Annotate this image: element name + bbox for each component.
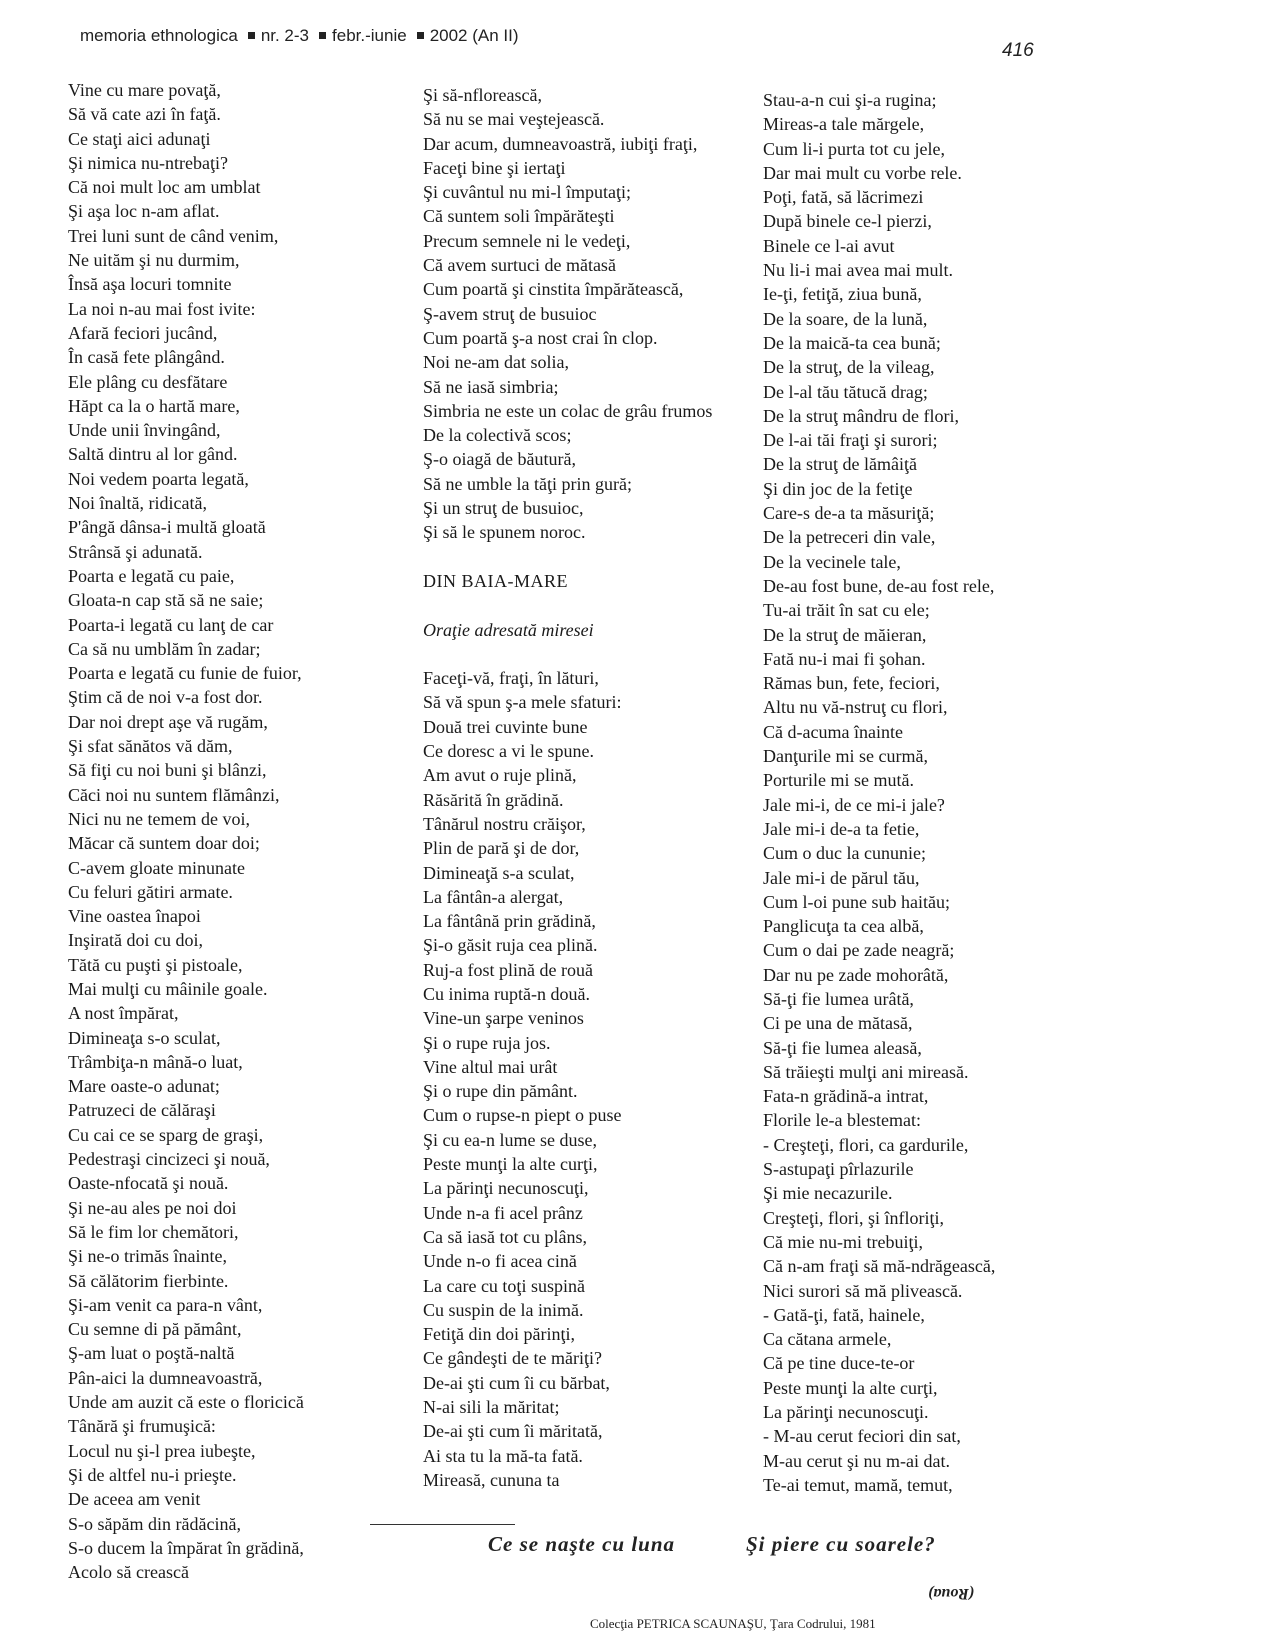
- verse-line: De-au fost bune, de-au fost rele,: [763, 575, 995, 596]
- verse-line: Ele plâng cu desfătare: [68, 371, 228, 392]
- verse-line: Poarta-i legată cu lanţ de car: [68, 614, 274, 635]
- column-2-verses-part-1: [423, 83, 712, 545]
- verse-line: A nost împărat,: [68, 1003, 179, 1024]
- verse-line: Ci pe una de mătasă,: [763, 1013, 913, 1034]
- verse-line: Şi să le spunem noroc.: [423, 522, 586, 543]
- verse-line: S-astupaţi pîrlazurile: [763, 1159, 914, 1180]
- verse-line: Unde am auzit că este o floricică: [68, 1392, 304, 1413]
- verse-line: De aceea am venit: [68, 1489, 201, 1510]
- verse-line: Creşteţi, flori, şi înfloriţi,: [763, 1207, 944, 1228]
- verse-line: Şi să-nflorească,: [423, 85, 542, 105]
- verse-line: Afară feciori jucând,: [68, 322, 218, 343]
- verse-line: Să-ţi fie lumea aleasă,: [763, 1037, 922, 1058]
- verse-line: Şi-am venit ca para-n vânt,: [68, 1294, 263, 1315]
- verse-line: Care-s de-a ta măsuriţă;: [763, 503, 935, 524]
- verse-line: Pân-aici la dumneavoastră,: [68, 1367, 263, 1388]
- verse-line: Să fiţi cu noi buni şi blânzi,: [68, 760, 267, 781]
- verse-line: Acolo să crească: [68, 1562, 189, 1583]
- verse-line: La fântână prin grădină,: [423, 911, 596, 932]
- verse-line: Oaste-nfocată şi nouă.: [68, 1173, 229, 1194]
- verse-line: De la colectivă scos;: [423, 425, 572, 446]
- verse-line: Să nu se mai veştejească.: [423, 109, 605, 130]
- verse-line: Şi nimica nu-ntrebaţi?: [68, 152, 228, 173]
- verse-line: Ca să nu umblăm în zadar;: [68, 638, 261, 659]
- poem-column-3: [763, 88, 995, 1497]
- verse-line: Simbria ne este un colac de grâu frumos: [423, 400, 713, 421]
- verse-line: Noi înaltă, ridicată,: [68, 493, 207, 514]
- issue-period: febr.-iunie: [332, 26, 407, 45]
- verse-line: Poarta e legată cu funie de fuior,: [68, 663, 302, 684]
- verse-line: Cum poartă şi cinstita împărătească,: [423, 279, 684, 300]
- section-subtitle: Oraţie adresată miresei: [423, 619, 594, 640]
- separator-square-icon: [417, 32, 424, 39]
- verse-line: Şi de altfel nu-i prieşte.: [68, 1464, 237, 1485]
- verse-line: S-o ducem la împărat în grădină,: [68, 1537, 304, 1558]
- verse-line: La noi n-au mai fost ivite:: [68, 298, 256, 319]
- verse-line: Pedestraşi cincizeci şi nouă,: [68, 1149, 270, 1170]
- verse-line: S-o săpăm din rădăcină,: [68, 1513, 241, 1534]
- verse-line: Răsărită în grădină.: [423, 789, 564, 810]
- verse-line: La părinţi necunoscuţi,: [423, 1178, 589, 1199]
- verse-line: Şi cu ea-n lume se duse,: [423, 1129, 597, 1150]
- verse-line: De la struţ mândru de flori,: [763, 405, 959, 426]
- verse-line: Rămas bun, fete, feciori,: [763, 673, 940, 694]
- verse-line: Şi din joc de la fetiţe: [763, 478, 913, 499]
- riddle-answer-inverted: (Roua): [928, 1585, 975, 1602]
- verse-line: Jale mi-i, de ce mi-i jale?: [763, 794, 945, 815]
- journal-title: memoria ethnologica: [80, 26, 238, 45]
- verse-line: Ş-am luat o poştă-naltă: [68, 1343, 235, 1364]
- verse-line: Plin de pară şi de dor,: [423, 838, 580, 859]
- verse-line: De la struţ de măieran,: [763, 624, 927, 645]
- verse-line: Faceţi-vă, fraţi, în lături,: [423, 668, 599, 689]
- verse-line: Şi o rupe ruja jos.: [423, 1032, 551, 1053]
- verse-line: Gloata-n cap stă să ne saie;: [68, 590, 264, 611]
- verse-line: Vine oastea înapoi: [68, 906, 201, 927]
- verse-line: Cu cai ce se sparg de graşi,: [68, 1124, 264, 1145]
- verse-line: Noi ne-am dat solia,: [423, 352, 569, 373]
- verse-line: Vine cu mare povaţă,: [68, 80, 221, 100]
- verse-line: Ştim că de noi v-a fost dor.: [68, 687, 263, 708]
- verse-line: Că mie nu-mi trebuiţi,: [763, 1231, 923, 1252]
- verse-line: Faceţi bine şi iertaţi: [423, 157, 566, 178]
- verse-line: Dar acum, dumneavoastră, iubiţi fraţi,: [423, 133, 698, 154]
- verse-line: De la petreceri din vale,: [763, 527, 936, 548]
- verse-line: Cum o duc la cununie;: [763, 843, 926, 864]
- verse-line: P'ângă dânsa-i multă gloată: [68, 517, 266, 538]
- verse-line: Tu-ai trăit în sat cu ele;: [763, 600, 930, 621]
- page-number: 416: [1002, 40, 1034, 61]
- verse-line: Vine-un şarpe veninos: [423, 1008, 584, 1029]
- verse-line: Ca să iasă tot cu plâns,: [423, 1226, 587, 1247]
- verse-line: Ş-avem struţ de busuioc: [423, 303, 597, 324]
- verse-line: Inşirată doi cu doi,: [68, 930, 203, 951]
- footer-divider: [370, 1524, 515, 1525]
- verse-line: Fetiţă din doi părinţi,: [423, 1324, 575, 1345]
- verse-line: Căci noi nu suntem flămânzi,: [68, 784, 280, 805]
- verse-line: Dar noi drept aşe vă rugăm,: [68, 711, 268, 732]
- verse-line: În casă fete plângând.: [68, 347, 225, 368]
- verse-line: După binele ce-l pierzi,: [763, 211, 932, 232]
- verse-line: De la soare, de la lună,: [763, 308, 928, 329]
- verse-line: Să ne iasă simbria;: [423, 376, 559, 397]
- verse-line: Şi ne-o trimăs înainte,: [68, 1246, 227, 1267]
- verse-line: Danţurile mi se curmă,: [763, 746, 928, 767]
- verse-line: Însă aşa locuri tomnite: [68, 274, 232, 295]
- verse-line: Nici surori să mă plivească.: [763, 1280, 963, 1301]
- verse-line: Unde n-o fi acea cină: [423, 1251, 577, 1272]
- verse-line: Locul nu şi-l prea iubeşte,: [68, 1440, 256, 1461]
- verse-line: Saltă dintru al lor gând.: [68, 444, 238, 465]
- verse-line: - M-au cerut feciori din sat,: [763, 1426, 961, 1447]
- verse-line: Cu suspin de la inimă.: [423, 1299, 584, 1320]
- verse-line: Stau-a-n cui şi-a rugina;: [763, 90, 937, 110]
- verse-line: Să-ţi fie lumea urâtă,: [763, 988, 914, 1009]
- verse-line: Şi-o găsit ruja cea plină.: [423, 935, 598, 956]
- verse-line: Că suntem soli împărăteşti: [423, 206, 615, 227]
- verse-line: De-ai şti cum îi cu bărbat,: [423, 1372, 610, 1393]
- verse-line: Precum semnele ni le vedeţi,: [423, 230, 631, 251]
- section-title: DIN BAIA-MARE: [423, 570, 568, 591]
- verse-line: Cum li-i purta tot cu jele,: [763, 138, 945, 159]
- verse-line: La părinţi necunoscuţi.: [763, 1402, 929, 1423]
- verse-line: N-ai sili la măritat;: [423, 1397, 560, 1418]
- verse-line: Două trei cuvinte bune: [423, 716, 588, 737]
- verse-line: Ne uităm şi nu durmim,: [68, 250, 240, 271]
- verse-line: Că avem surtuci de mătasă: [423, 255, 616, 276]
- verse-line: Poţi, fată, să lăcrimezi: [763, 187, 924, 208]
- verse-line: Noi vedem poarta legată,: [68, 468, 249, 489]
- verse-line: Binele ce l-ai avut: [763, 235, 895, 256]
- verse-line: Cum o dai pe zade neagră;: [763, 940, 955, 961]
- verse-line: Unde n-a fi acel prânz: [423, 1202, 583, 1223]
- verse-line: Să vă cate azi în faţă.: [68, 104, 221, 125]
- riddle-question-part-1: Ce se naşte cu luna: [488, 1532, 676, 1556]
- verse-line: Şi aşa loc n-am aflat.: [68, 201, 220, 222]
- verse-line: Poarta e legată cu paie,: [68, 565, 235, 586]
- verse-line: - Creşteţi, flori, ca gardurile,: [763, 1134, 969, 1155]
- verse-line: Să trăieşti mulţi ani mireasă.: [763, 1061, 969, 1082]
- verse-line: Trei luni sunt de când venim,: [68, 225, 279, 246]
- poem-column-2: [423, 83, 712, 1492]
- verse-line: Dimineaţă s-a sculat,: [423, 862, 575, 883]
- verse-line: Tânără şi frumuşică:: [68, 1416, 216, 1437]
- verse-line: Strânsă şi adunată.: [68, 541, 203, 562]
- collection-credit: Colecţia PETRICA SCAUNAŞU, Ţara Codrului, 1981: [590, 1616, 876, 1631]
- verse-line: Că n-am fraţi să mă-ndrăgească,: [763, 1256, 996, 1277]
- verse-line: Unde unii învingând,: [68, 420, 221, 441]
- verse-line: Fata-n grădină-a intrat,: [763, 1086, 929, 1107]
- verse-line: Ce gândeşti de te măriţi?: [423, 1348, 602, 1369]
- verse-line: Tânărul nostru crăişor,: [423, 813, 586, 834]
- verse-line: De la struţ, de la vileag,: [763, 357, 935, 378]
- verse-line: Vine altul mai urât: [423, 1056, 558, 1077]
- verse-line: C-avem gloate minunate: [68, 857, 245, 878]
- verse-line: Dimineaţa s-o sculat,: [68, 1027, 221, 1048]
- verse-line: La care cu toţi suspină: [423, 1275, 585, 1296]
- verse-line: Patruzeci de călăraşi: [68, 1100, 216, 1121]
- verse-line: Mireas-a tale mărgele,: [763, 114, 925, 135]
- verse-line: Tătă cu puşti şi pistoale,: [68, 954, 243, 975]
- verse-line: Şi sfat sănătos vă dăm,: [68, 736, 233, 757]
- verse-line: Măcar că suntem doar doi;: [68, 833, 260, 854]
- verse-line: Să le fim lor chemători,: [68, 1221, 239, 1242]
- riddle-question-part-2: Şi piere cu soarele?: [746, 1532, 936, 1556]
- verse-line: Peste munţi la alte curţi,: [763, 1377, 938, 1398]
- verse-line: De-ai şti cum îi măritată,: [423, 1421, 603, 1442]
- verse-line: Mireasă, cununa ta: [423, 1469, 560, 1490]
- verse-line: Ie-ţi, fetiţă, ziua bună,: [763, 284, 922, 305]
- verse-line: Că d-acuma înainte: [763, 721, 903, 742]
- verse-line: Cum o rupse-n piept o puse: [423, 1105, 622, 1126]
- verse-line: La fântân-a alergat,: [423, 886, 564, 907]
- verse-line: Trâmbiţa-n mână-o luat,: [68, 1051, 243, 1072]
- verse-line: Cum l-oi pune sub haitău;: [763, 891, 950, 912]
- verse-line: Cu inima ruptă-n două.: [423, 983, 590, 1004]
- verse-line: Fată nu-i mai fi şohan.: [763, 648, 926, 669]
- verse-line: Jale mi-i de părul tău,: [763, 867, 920, 888]
- issue-year: 2002 (An II): [429, 26, 519, 45]
- verse-line: De la maică-ta cea bună;: [763, 332, 941, 353]
- column-2-verses-part-2: [423, 666, 712, 1492]
- verse-line: Dar mai mult cu vorbe rele.: [763, 162, 962, 183]
- verse-line: Că noi mult loc am umblat: [68, 177, 261, 198]
- verse-line: Dar nu pe zade mohorâtă,: [763, 964, 949, 985]
- verse-line: Cu semne di pă pământ,: [68, 1319, 242, 1340]
- verse-line: Am avut o ruje plină,: [423, 765, 577, 786]
- verse-line: Nici nu ne temem de voi,: [68, 808, 250, 829]
- verse-line: M-au cerut şi nu m-ai dat.: [763, 1450, 950, 1471]
- verse-line: Jale mi-i de-a ta fetie,: [763, 818, 920, 839]
- verse-line: De l-al tău tătucă drag;: [763, 381, 928, 402]
- separator-square-icon: [248, 32, 255, 39]
- verse-line: Cum poartă ş-a nost crai în clop.: [423, 327, 658, 348]
- verse-line: Mai mulţi cu mâinile goale.: [68, 978, 268, 999]
- verse-line: Peste munţi la alte curţi,: [423, 1154, 598, 1175]
- verse-line: Şi un struţ de busuioc,: [423, 498, 584, 519]
- verse-line: Porturile mi se mută.: [763, 770, 914, 791]
- verse-line: Altu nu vă-nstruţ cu flori,: [763, 697, 948, 718]
- verse-line: Şi mie necazurile.: [763, 1183, 893, 1204]
- issue-number: nr. 2-3: [260, 26, 310, 45]
- verse-line: Ruj-a fost plină de rouă: [423, 959, 593, 980]
- verse-line: Că pe tine duce-te-or: [763, 1353, 915, 1374]
- verse-line: Florile le-a blestemat:: [763, 1110, 921, 1131]
- verse-line: Să ne umble la tăţi prin gură;: [423, 473, 632, 494]
- verse-line: Ce doresc a vi le spune.: [423, 741, 594, 762]
- running-header: [80, 26, 519, 46]
- verse-line: Te-ai temut, mamă, temut,: [763, 1474, 953, 1495]
- verse-line: De la struţ de lămâiţă: [763, 454, 917, 475]
- poem-column-1: [68, 78, 304, 1584]
- verse-line: Şi ne-au ales pe noi doi: [68, 1197, 237, 1218]
- verse-line: Şi cuvântul nu mi-l împutaţi;: [423, 182, 631, 203]
- verse-line: Mare oaste-o adunat;: [68, 1076, 220, 1097]
- separator-square-icon: [319, 32, 326, 39]
- verse-line: Să vă spun ş-a mele sfaturi:: [423, 692, 622, 713]
- verse-line: Cu feluri gătiri armate.: [68, 881, 233, 902]
- verse-line: Ai sta tu la mă-ta fată.: [423, 1445, 583, 1466]
- verse-line: De l-ai tăi fraţi şi surori;: [763, 430, 938, 451]
- verse-line: De la vecinele tale,: [763, 551, 901, 572]
- verse-line: - Gată-ţi, fată, hainele,: [763, 1304, 925, 1325]
- verse-line: Ce staţi aici adunaţi: [68, 128, 211, 149]
- verse-line: Hăpt ca la o hartă mare,: [68, 395, 240, 416]
- verse-line: Să călătorim fierbinte.: [68, 1270, 229, 1291]
- verse-line: Şi o rupe din pământ.: [423, 1081, 578, 1102]
- verse-line: Nu li-i mai avea mai mult.: [763, 260, 953, 281]
- verse-line: Ş-o oiagă de băutură,: [423, 449, 576, 470]
- verse-line: Ca cătana armele,: [763, 1329, 892, 1350]
- verse-line: Panglicuţa ta cea albă,: [763, 916, 924, 937]
